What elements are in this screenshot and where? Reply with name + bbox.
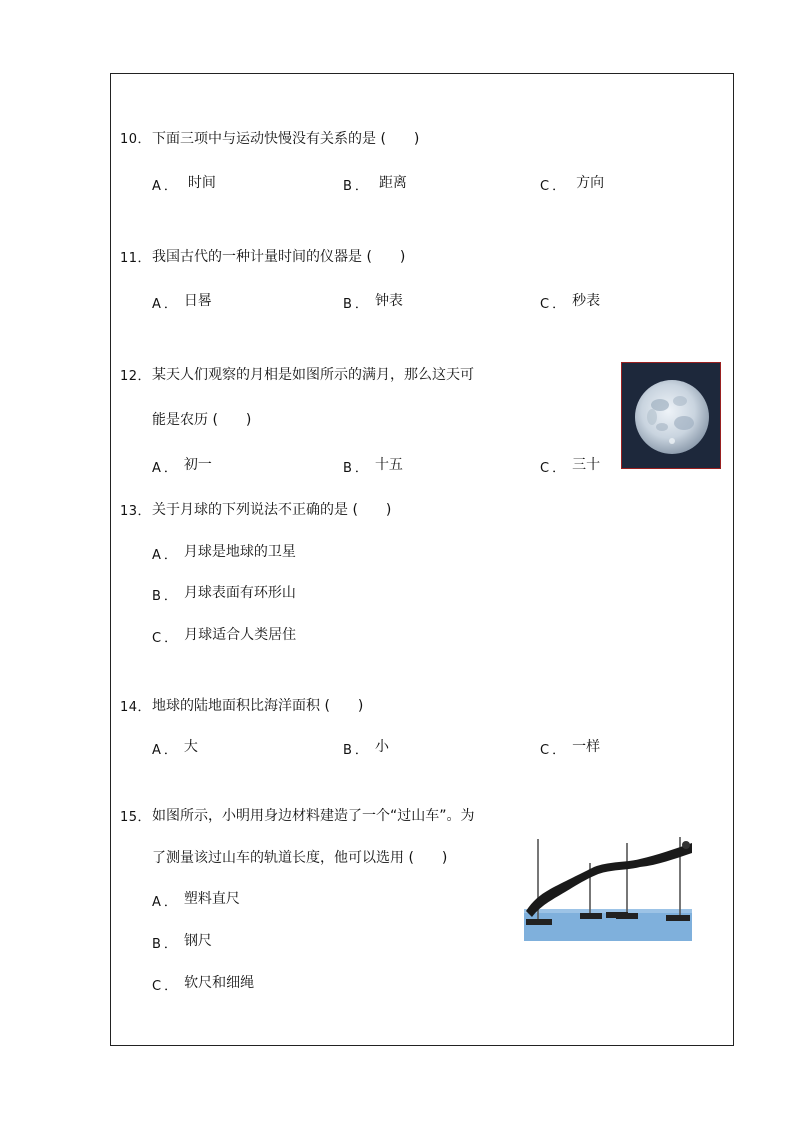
option-text: 月球表面有环形山 xyxy=(183,585,296,601)
option-b[interactable] xyxy=(343,456,403,475)
option-text: 小 xyxy=(374,739,389,755)
full-moon-image xyxy=(621,362,721,469)
question-stem-line-2: 能是农历 ( ) xyxy=(152,412,252,428)
question-number: 11． xyxy=(120,251,152,266)
option-separator: ． xyxy=(552,297,566,312)
option-c[interactable] xyxy=(152,974,254,993)
option-separator: ． xyxy=(354,179,368,194)
option-separator: ． xyxy=(163,743,177,758)
option-letter: C xyxy=(540,179,550,194)
option-text: 月球适合人类居住 xyxy=(184,627,297,643)
option-separator: ． xyxy=(354,461,368,476)
option-letter: C xyxy=(152,631,162,646)
option-letter: B xyxy=(343,461,352,476)
option-letter: A xyxy=(152,179,161,194)
option-a[interactable] xyxy=(152,543,296,562)
option-text: 距离 xyxy=(378,175,407,191)
option-b[interactable] xyxy=(152,932,212,951)
option-separator: ． xyxy=(163,589,177,604)
option-text: 时间 xyxy=(187,175,216,191)
option-letter: B xyxy=(343,179,352,194)
option-b[interactable] xyxy=(152,584,296,603)
question-stem: 我国古代的一种计量时间的仪器是 ( ) xyxy=(152,249,406,265)
moon-icon xyxy=(622,363,721,469)
option-c[interactable] xyxy=(540,738,600,757)
option-letter: B xyxy=(152,937,161,952)
option-c[interactable] xyxy=(540,456,600,475)
question-stem-line-1: 如图所示，小明用身边材料建造了一个“过山车”。为 xyxy=(152,808,475,824)
question-number: 13． xyxy=(120,504,152,519)
question-stem-line-2: 了测量该过山车的轨道长度，他可以选用 ( ) xyxy=(152,850,448,866)
option-separator: ． xyxy=(163,297,177,312)
option-text: 软尺和细绳 xyxy=(184,975,255,991)
option-text: 日晷 xyxy=(183,293,212,309)
option-text: 钢尺 xyxy=(183,933,212,949)
option-a[interactable] xyxy=(152,456,212,475)
question-stem: 下面三项中与运动快慢没有关系的是 ( ) xyxy=(152,131,420,147)
option-letter: C xyxy=(152,979,162,994)
option-separator: ． xyxy=(164,631,178,646)
option-b[interactable] xyxy=(343,174,407,193)
option-text: 十五 xyxy=(374,457,403,473)
option-letter: C xyxy=(540,743,550,758)
option-separator: ． xyxy=(163,937,177,952)
option-letter: B xyxy=(152,589,161,604)
option-letter: A xyxy=(152,461,161,476)
option-text: 方向 xyxy=(576,175,605,191)
option-text: 秒表 xyxy=(572,293,601,309)
option-letter: A xyxy=(152,548,161,563)
question-stem: 关于月球的下列说法不正确的是 ( ) xyxy=(152,502,392,518)
option-letter: B xyxy=(343,743,352,758)
option-text: 钟表 xyxy=(374,293,403,309)
option-c[interactable] xyxy=(540,292,600,311)
roller-coaster-image xyxy=(524,833,692,941)
option-separator: ． xyxy=(552,743,566,758)
option-letter: C xyxy=(540,461,550,476)
option-a[interactable] xyxy=(152,174,216,193)
option-b[interactable] xyxy=(343,738,389,757)
option-b[interactable] xyxy=(343,292,403,311)
option-letter: A xyxy=(152,743,161,758)
option-text: 一样 xyxy=(572,739,601,755)
option-a[interactable] xyxy=(152,738,198,757)
question-stem: 地球的陆地面积比海洋面积 ( ) xyxy=(152,698,364,714)
option-separator: ． xyxy=(163,179,177,194)
option-text: 塑料直尺 xyxy=(183,891,240,907)
option-text: 初一 xyxy=(183,457,212,473)
question-stem-line-1: 某天人们观察的月相是如图所示的满月，那么这天可 xyxy=(152,367,474,383)
option-letter: A xyxy=(152,895,161,910)
option-a[interactable] xyxy=(152,292,212,311)
question-number: 10． xyxy=(120,132,152,147)
option-a[interactable] xyxy=(152,890,240,909)
option-separator: ． xyxy=(163,548,177,563)
option-separator: ． xyxy=(552,179,566,194)
option-c[interactable] xyxy=(152,626,296,645)
option-text: 大 xyxy=(183,739,198,755)
option-separator: ． xyxy=(552,461,566,476)
option-text: 月球是地球的卫星 xyxy=(183,544,296,560)
question-number: 14． xyxy=(120,700,152,715)
option-separator: ． xyxy=(354,297,368,312)
option-letter: A xyxy=(152,297,161,312)
option-text: 三十 xyxy=(572,457,601,473)
roller-coaster-icon xyxy=(524,833,692,941)
option-letter: C xyxy=(540,297,550,312)
option-separator: ． xyxy=(163,895,177,910)
option-c[interactable] xyxy=(540,174,604,193)
option-separator: ． xyxy=(164,979,178,994)
option-separator: ． xyxy=(163,461,177,476)
option-separator: ． xyxy=(354,743,368,758)
question-number: 15． xyxy=(120,810,152,825)
option-letter: B xyxy=(343,297,352,312)
question-number: 12． xyxy=(120,369,152,384)
